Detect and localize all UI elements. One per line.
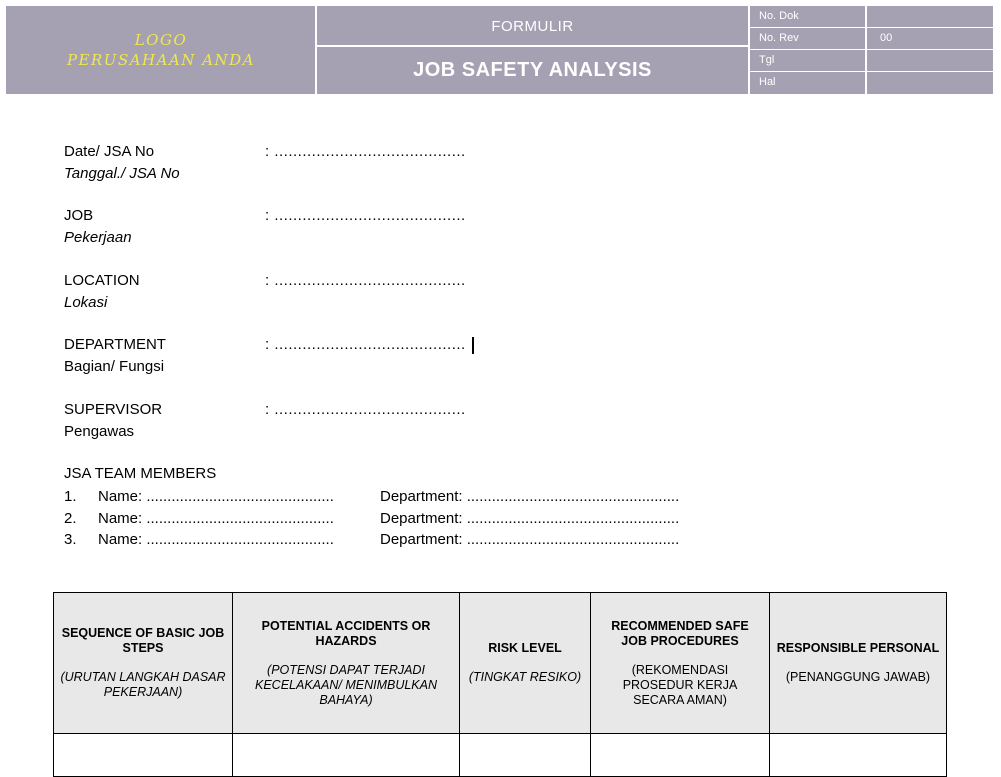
column-subtitle: (URUTAN LANGKAH DASAR PEKERJAAN): [60, 670, 226, 699]
column-header-procedures: [591, 593, 770, 734]
divider: [748, 6, 750, 94]
team-row-number: 1.: [64, 488, 77, 505]
form-header: [6, 6, 993, 94]
team-name-field[interactable]: Name: .............................................: [98, 488, 334, 505]
field-label: LOCATION: [64, 272, 140, 289]
field-job: [64, 205, 132, 249]
column-subtitle: (TINGKAT RESIKO): [468, 670, 582, 684]
team-row-number: 3.: [64, 531, 77, 548]
team-name-field[interactable]: Name: .............................................: [98, 510, 334, 527]
field-label-translation: Lokasi: [64, 294, 108, 311]
table-cell[interactable]: [460, 734, 591, 777]
logo-line-2: PERUSAHAAN ANDA: [66, 51, 256, 69]
field-label-translation: Pengawas: [64, 423, 135, 440]
meta-value-no-dok[interactable]: [868, 6, 993, 27]
team-row-number: 2.: [64, 510, 77, 527]
field-date: [64, 141, 180, 185]
field-label: DEPARTMENT: [64, 336, 166, 353]
column-header-job-steps: [54, 593, 233, 734]
table-row: [54, 734, 947, 777]
column-title: SEQUENCE OF BASIC JOB STEPS: [61, 626, 225, 655]
field-label-translation: Tanggal./ JSA No: [64, 165, 180, 182]
meta-label-hal: Hal: [759, 76, 776, 88]
table-cell[interactable]: [770, 734, 947, 777]
team-name-field[interactable]: Name: .............................................: [98, 531, 334, 548]
field-label: JOB: [64, 207, 94, 224]
field-label: Date/ JSA No: [64, 143, 155, 160]
meta-label-no-rev: No. Rev: [759, 32, 799, 44]
meta-value-no-rev[interactable]: 00: [880, 32, 893, 44]
field-department: [64, 334, 166, 378]
column-title: RECOMMENDED SAFE JOB PROCEDURES: [611, 618, 749, 648]
team-department-field[interactable]: Department: ...................................................: [380, 488, 680, 505]
column-header-hazards: [233, 593, 460, 734]
column-title: RESPONSIBLE PERSONAL: [776, 641, 940, 655]
jsa-table: [53, 592, 947, 777]
meta-value-hal[interactable]: [868, 72, 993, 93]
field-fill-location[interactable]: : .........................................: [265, 272, 466, 289]
table-cell[interactable]: [591, 734, 770, 777]
form-label: FORMULIR: [491, 17, 574, 35]
table-cell[interactable]: [54, 734, 233, 777]
column-subtitle: (PENANGGUNG JAWAB): [785, 670, 931, 684]
text-cursor: [472, 337, 474, 354]
meta-value-tgl[interactable]: [868, 50, 993, 71]
field-label-translation: Bagian/ Fungsi: [64, 358, 165, 375]
divider: [865, 6, 867, 94]
field-fill-supervisor[interactable]: : .........................................: [265, 401, 466, 418]
column-title: POTENTIAL ACCIDENTS OR HAZARDS: [261, 618, 431, 648]
field-location: [64, 270, 140, 314]
field-label-translation: Pekerjaan: [64, 229, 132, 246]
column-subtitle: (REKOMENDASI PROSEDUR KERJA SECARA AMAN): [622, 662, 738, 707]
table-header-row: [54, 593, 947, 734]
column-subtitle: (POTENSI DAPAT TERJADI KECELAKAAN/ MENIMBULKAN BAHAYA): [255, 662, 437, 707]
team-department-field[interactable]: Department: ...................................................: [380, 531, 680, 548]
field-fill-date[interactable]: : .........................................: [265, 143, 466, 160]
meta-label-no-dok: No. Dok: [759, 10, 799, 22]
field-fill-job[interactable]: : .........................................: [265, 207, 466, 224]
meta-label-tgl: Tgl: [759, 54, 775, 66]
company-logo: [6, 6, 316, 94]
logo-line-1: LOGO: [134, 31, 188, 49]
table-cell[interactable]: [233, 734, 460, 777]
team-title: JSA TEAM MEMBERS: [64, 465, 217, 482]
field-fill-department[interactable]: : .........................................: [265, 336, 466, 353]
field-label: SUPERVISOR: [64, 401, 163, 418]
form-title: JOB SAFETY ANALYSIS: [413, 59, 652, 81]
team-department-field[interactable]: Department: ...................................................: [380, 510, 680, 527]
field-supervisor: [64, 399, 162, 443]
column-header-responsible: [770, 593, 947, 734]
column-header-risk-level: [460, 593, 591, 734]
column-title: RISK LEVEL: [488, 641, 562, 655]
